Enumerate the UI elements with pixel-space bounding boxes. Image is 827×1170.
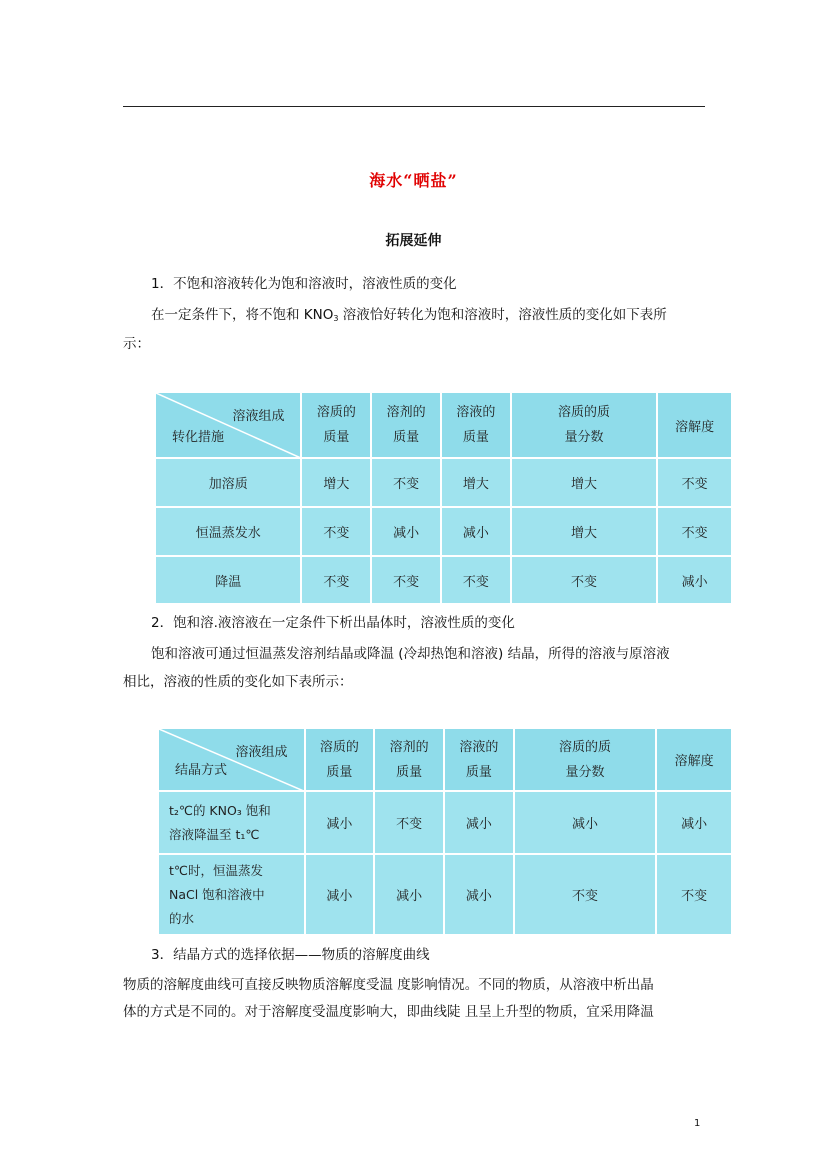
table-cell: 不变 <box>301 507 371 556</box>
table-cell: 不变 <box>441 556 511 604</box>
table-cell: 减小 <box>441 507 511 556</box>
s1-paragraph-line1: 在一定条件下，将不饱和 $KNO_3$ 溶液恰好转化为饱和溶液时，溶液性质的变化如下表所 <box>151 307 667 323</box>
table-cell: 减小 <box>656 791 732 854</box>
header-solubility: 溶解度 <box>657 392 732 458</box>
table-cell: 减小 <box>374 854 444 935</box>
table-solution-properties <box>154 391 733 605</box>
table-row <box>158 791 732 854</box>
row-label: 降温 <box>155 556 301 604</box>
corner-top-label: 溶液组成 <box>232 409 285 424</box>
table-cell: 减小 <box>514 791 656 854</box>
table-cell: 不变 <box>301 556 371 604</box>
s1-paragraph-line2: 示： <box>123 336 150 352</box>
row-label: t℃时，恒温蒸发 NaCl 饱和溶液中 的水 <box>158 854 305 935</box>
table-header-row <box>155 392 732 458</box>
row-label: 加溶质 <box>155 458 301 507</box>
row-label: 恒温蒸发水 <box>155 507 301 556</box>
table-row <box>155 458 732 507</box>
table-cell: 减小 <box>444 791 514 854</box>
table-corner-cell <box>158 728 305 791</box>
table-cell: 不变 <box>656 854 732 935</box>
row-label: t₂℃的 KNO₃ 饱和 溶液降温至 t₁℃ <box>158 791 305 854</box>
table-row <box>155 556 732 604</box>
table-row <box>155 507 732 556</box>
corner-top-label: 溶液组成 <box>235 745 288 760</box>
table-cell: 减小 <box>444 854 514 935</box>
header-solubility: 溶解度 <box>656 728 732 791</box>
s2-paragraph-line2: 相比，溶液的性质的变化如下表所示： <box>123 674 353 690</box>
table-cell: 不变 <box>657 458 732 507</box>
table-cell: 不变 <box>657 507 732 556</box>
page-title: 海水“晒盐” <box>369 171 458 190</box>
table-row <box>158 854 732 935</box>
header-solution-mass: 溶液的 质量 <box>441 392 511 458</box>
table-cell: 增大 <box>511 458 657 507</box>
table-header-row <box>158 728 732 791</box>
s3-heading: 3．结晶方式的选择依据——物质的溶解度曲线 <box>151 947 430 963</box>
table-cell: 减小 <box>657 556 732 604</box>
page-number: 1 <box>694 1118 701 1129</box>
table-corner-cell <box>155 392 301 458</box>
header-solute-mass: 溶质的 质量 <box>301 392 371 458</box>
table-crystallization <box>157 727 733 936</box>
table-cell: 增大 <box>441 458 511 507</box>
table-cell: 不变 <box>514 854 656 935</box>
s1-heading: 1．不饱和溶液转化为饱和溶液时，溶液性质的变化 <box>151 276 457 292</box>
table-cell: 不变 <box>371 458 441 507</box>
table-cell: 增大 <box>511 507 657 556</box>
corner-bottom-label: 结晶方式 <box>175 763 228 778</box>
section-subtitle: 拓展延伸 <box>385 233 442 249</box>
table-cell: 增大 <box>301 458 371 507</box>
header-solvent-mass: 溶剂的 质量 <box>371 392 441 458</box>
corner-bottom-label: 转化措施 <box>172 430 225 445</box>
s3-paragraph-line1: 物质的溶解度曲线可直接反映物质溶解度受温 度影响情况。不同的物质，从溶液中析出晶 <box>123 977 654 993</box>
table-cell: 减小 <box>305 854 375 935</box>
table-cell: 减小 <box>305 791 375 854</box>
header-rule <box>123 106 705 107</box>
s3-paragraph-line2: 体的方式是不同的。对于溶解度受温度影响大，即曲线陡 且呈上升型的物质，宜采用降温 <box>123 1004 654 1020</box>
table-cell: 不变 <box>511 556 657 604</box>
table-cell: 不变 <box>371 556 441 604</box>
header-solvent-mass: 溶剂的 质量 <box>374 728 444 791</box>
s2-heading: 2．饱和溶.液溶液在一定条件下析出晶体时，溶液性质的变化 <box>151 615 515 631</box>
header-mass-fraction: 溶质的质 量分数 <box>511 392 657 458</box>
header-mass-fraction: 溶质的质 量分数 <box>514 728 656 791</box>
header-solution-mass: 溶液的 质量 <box>444 728 514 791</box>
table-cell: 不变 <box>374 791 444 854</box>
table-cell: 减小 <box>371 507 441 556</box>
s2-paragraph-line1: 饱和溶液可通过恒温蒸发溶剂结晶或降温 (冷却热饱和溶液) 结晶，所得的溶液与原溶液 <box>151 646 670 662</box>
header-solute-mass: 溶质的 质量 <box>305 728 375 791</box>
